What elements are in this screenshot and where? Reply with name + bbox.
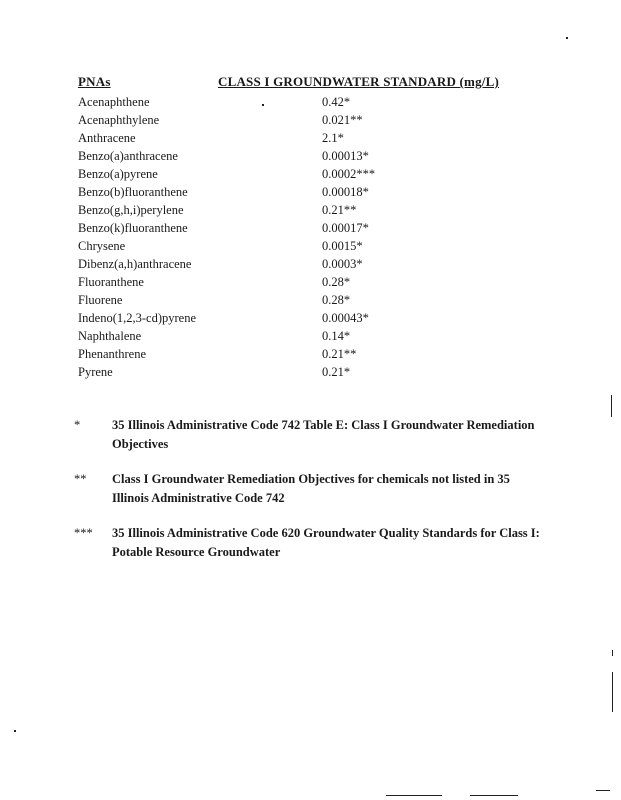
scan-speck <box>566 37 568 39</box>
chemical-name: Benzo(a)pyrene <box>78 167 158 181</box>
table-row <box>78 327 498 345</box>
table-row <box>78 93 498 111</box>
standard-value: 0.00013* <box>322 149 369 163</box>
standard-value: 0.0003* <box>322 257 363 271</box>
chemical-name: Naphthalene <box>78 329 142 343</box>
footnote-marker: ** <box>74 472 87 486</box>
chemical-name: Benzo(k)fluoranthene <box>78 221 188 235</box>
standard-value: 0.14* <box>322 329 351 343</box>
chemical-name: Acenaphthene <box>78 95 150 109</box>
table-row <box>78 363 498 381</box>
footnote-text: 35 Illinois Administrative Code 620 Groundwater Quality Standards for Class I: Potable Resource Groundwater <box>112 526 540 559</box>
chemical-name: Anthracene <box>78 131 136 145</box>
column-header-pnas: PNAs <box>78 74 111 89</box>
standard-value: 0.21** <box>322 347 357 361</box>
chemical-name: Pyrene <box>78 365 113 379</box>
standard-value: 0.021** <box>322 113 363 127</box>
standard-value: 0.21* <box>322 365 351 379</box>
table-row <box>78 147 498 165</box>
standard-value: 0.00043* <box>322 311 369 325</box>
chemical-name: Benzo(b)fluoranthene <box>78 185 188 199</box>
standard-value: 0.00017* <box>322 221 369 235</box>
table-row <box>78 345 498 363</box>
table-row <box>78 183 498 201</box>
scan-speck <box>611 395 612 417</box>
standard-value: 0.00018* <box>322 185 369 199</box>
table-row <box>78 165 498 183</box>
chemical-name: Dibenz(a,h)anthracene <box>78 257 192 271</box>
table-row <box>78 111 498 129</box>
chemical-name: Indeno(1,2,3-cd)pyrene <box>78 311 197 325</box>
pna-standards-table <box>78 93 498 381</box>
footnotes <box>74 416 544 578</box>
scan-speck <box>14 730 16 732</box>
table-row <box>78 291 498 309</box>
chemical-name: Fluoranthene <box>78 275 144 289</box>
scan-speck <box>262 104 264 106</box>
table-row <box>78 309 498 327</box>
column-header-standard: CLASS I GROUNDWATER STANDARD (mg/L) <box>218 74 499 89</box>
footnote-text: Class I Groundwater Remediation Objectives for chemicals not listed in 35 Illinois Administrative Code 742 <box>112 472 510 505</box>
chemical-name: Acenaphthylene <box>78 113 160 127</box>
chemical-name: Fluorene <box>78 293 123 307</box>
footnote-double-asterisk <box>74 470 544 508</box>
standard-value: 0.28* <box>322 275 351 289</box>
table-row <box>78 273 498 291</box>
table-row <box>78 237 498 255</box>
chemical-name: Benzo(a)anthracene <box>78 149 178 163</box>
standard-value: 2.1* <box>322 131 344 145</box>
standard-value: 0.0002*** <box>322 167 376 181</box>
standard-value: 0.42* <box>322 95 351 109</box>
table-row <box>78 201 498 219</box>
chemical-name: Phenanthrene <box>78 347 147 361</box>
chemical-name: Chrysene <box>78 239 126 253</box>
standard-value: 0.28* <box>322 293 351 307</box>
standard-value: 0.21** <box>322 203 357 217</box>
table-row <box>78 255 498 273</box>
scan-speck <box>470 795 518 796</box>
scan-speck <box>596 790 610 791</box>
scan-speck <box>612 650 613 656</box>
chemical-name: Benzo(g,h,i)perylene <box>78 203 184 217</box>
footnote-triple-asterisk <box>74 524 544 562</box>
scan-speck <box>612 672 613 712</box>
table-row <box>78 219 498 237</box>
standard-value: 0.0015* <box>322 239 363 253</box>
scan-speck <box>386 795 442 796</box>
table-row <box>78 129 498 147</box>
footnote-marker: * <box>74 418 81 432</box>
footnote-text: 35 Illinois Administrative Code 742 Table E: Class I Groundwater Remediation Objectives <box>112 418 535 451</box>
footnote-single-asterisk <box>74 416 544 454</box>
footnote-marker: *** <box>74 526 93 540</box>
